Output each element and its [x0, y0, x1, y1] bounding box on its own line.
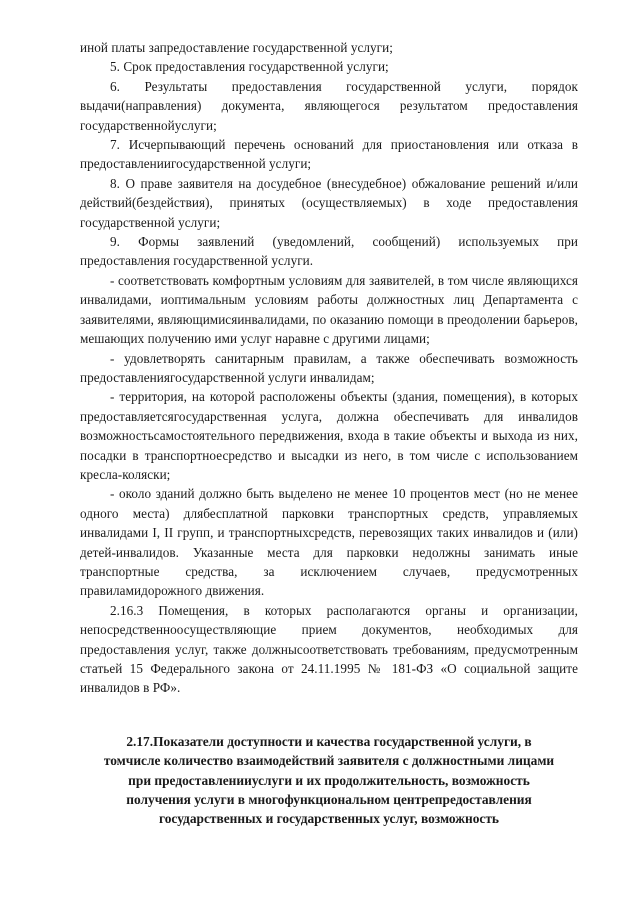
- paragraph-2: 5. Срок предоставления государственной услуги;: [110, 59, 389, 75]
- paragraph-10: - около зданий должно быть выделено не менее 10 процентов мест (но не менее одного места) длябесплатной парковки транспортных средств, управляемых инвалидами I, II групп, и транспортныхсредств, перевозящих таких инвалидов и (или) детей-инвалидов. Указанные места для парковки недолжны занимать иные транспортные средства, за исключением случаев, предусмотренных правиламидорожного движения.: [80, 486, 578, 599]
- heading-line-3: при предоставленииуслуги и их продолжительность, возможность: [128, 772, 530, 788]
- heading-line-5: государственных и государственных услуг, возможность: [158, 811, 500, 827]
- paragraph-3: 6. Результаты предоставления государственной услуги, порядок выдачи(направления) документа, являющегося результатом предоставления государственнойуслуги;: [80, 78, 578, 133]
- paragraph-5: 8. О праве заявителя на досудебное (внесудебное) обжалование решений и/или действий(бездействия), принятых (осуществляемых) в ходе предоставления государственной услуги;: [80, 175, 578, 230]
- section-heading: [80, 732, 578, 829]
- paragraph-1: иной платы запредоставление государственной услуги;: [80, 40, 393, 55]
- paragraph-7: - соответствовать комфортным условиям для заявителей, в том числе являющихся инвалидами, иоптимальным условиям работы должностных лиц Департамента с заявителями, являющимисяинвалидами, по оказанию помощи в преодолении барьеров, мешающих получению ими услуг наравне с другими лицами;: [80, 272, 578, 347]
- heading-line-1: 2.17.Показатели доступности и качества государственной услуги, в: [126, 733, 532, 749]
- document-body: [80, 38, 578, 698]
- paragraph-9: - территория, на которой расположены объекты (здания, помещения), в которых предоставляетсягосударственная услуга, должна обеспечивать для инвалидов возможностьсамостоятельного передвижения, входа в такие объекты и выхода из них, посадки в транспортноесредство и высадки из него, в том числе с использованием кресла-коляски;: [80, 389, 578, 482]
- heading-line-4: получения услуги в многофункциональном центрепредоставления: [126, 792, 532, 808]
- paragraph-8: - удовлетворять санитарным правилам, а также обеспечивать возможность предоставлениягосударственной услуги инвалидам;: [80, 350, 578, 385]
- paragraph-11: 2.16.3 Помещения, в которых располагаются органы и организации, непосредственноосуществляющие прием документов, необходимых для предоставления услуг, также должнысоответствовать требованиям, предусмотренным статьей 15 Федерального закона от 24.11.1995 № 181-ФЗ «О социальной защите инвалидов в РФ».: [80, 602, 578, 696]
- paragraph-6: 9. Формы заявлений (уведомлений, сообщений) используемых при предоставления государственной услуги.: [80, 234, 578, 269]
- heading-line-2: томчисле количество взаимодействий заявителя с должностными лицами: [103, 753, 555, 769]
- paragraph-4: 7. Исчерпывающий перечень оснований для приостановления или отказа в предоставлениигосударственной услуги;: [80, 137, 578, 172]
